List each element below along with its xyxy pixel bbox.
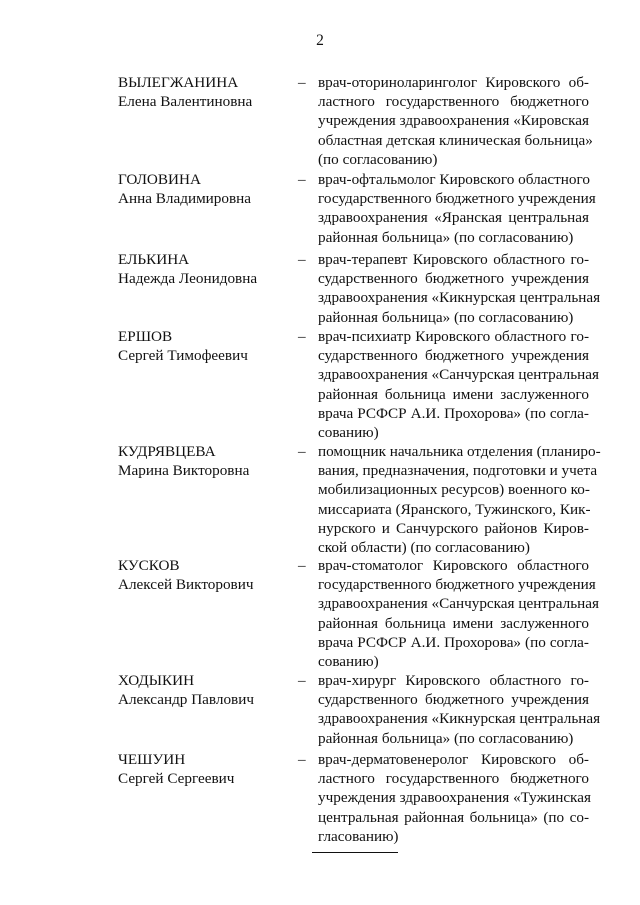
- role-line: мобилизационных ресурсов) военного ко-: [318, 481, 590, 499]
- role-line: врач-хирург Кировского областного го-: [318, 672, 589, 689]
- member-surname: КУДРЯВЦЕВА: [118, 443, 216, 460]
- member-given-names: Елена Валентиновна: [118, 93, 253, 110]
- role-line: сударственного бюджетного учреждения: [318, 347, 589, 365]
- role-line: областная детская клиническая больница»: [318, 131, 593, 149]
- page-number: 2: [316, 32, 324, 49]
- end-of-list-rule: [312, 852, 398, 853]
- role-line: районная больница» (по согласованию): [318, 228, 574, 246]
- member-role: [318, 170, 596, 247]
- role-line: врач-стоматолог Кировского областного: [318, 557, 589, 574]
- role-line: сованию): [318, 652, 379, 670]
- role-line: районная больница» (по согласованию): [318, 308, 574, 326]
- separator-dash: –: [298, 251, 306, 268]
- member-role: [318, 327, 599, 442]
- member-given-names: Сергей Тимофеевич: [118, 347, 248, 364]
- role-line: ской области) (по согласованию): [318, 538, 530, 556]
- member-name: [118, 750, 288, 788]
- role-line: здравоохранения «Яранская центральная: [318, 209, 589, 227]
- member-surname: ЕЛЬКИНА: [118, 251, 190, 268]
- role-line: районная больница имени заслуженного: [318, 614, 589, 632]
- member-role: [318, 750, 589, 846]
- separator-dash: –: [298, 751, 306, 768]
- role-line: районная больница» (по согласованию): [318, 729, 574, 747]
- member-surname: ЕРШОВ: [118, 328, 173, 345]
- member-role: [318, 73, 593, 169]
- role-line: ластного государственного бюджетного: [318, 770, 589, 788]
- member-name: [118, 73, 288, 111]
- role-line: здравоохранения «Санчурская центральная: [318, 366, 599, 384]
- role-line: врач-оториноларинголог Кировского об-: [318, 74, 589, 91]
- role-line: вания, предназначения, подготовки и учета: [318, 462, 598, 480]
- member-given-names: Алексей Викторович: [118, 576, 254, 593]
- separator-dash: –: [298, 672, 306, 689]
- member-name: [118, 250, 288, 288]
- role-line: миссариата (Яранского, Тужинского, Кик-: [318, 500, 591, 518]
- role-line: учреждения здравоохранения «Кировская: [318, 112, 589, 130]
- separator-dash: –: [298, 443, 306, 460]
- role-line: нурского и Санчурского районов Киров-: [318, 519, 589, 537]
- member-surname: ХОДЫКИН: [118, 672, 195, 689]
- role-line: государственного бюджетного учреждения: [318, 190, 596, 208]
- separator-dash: –: [298, 557, 306, 574]
- role-line: врача РСФСР А.И. Прохорова» (по согла-: [318, 404, 589, 422]
- separator-dash: –: [298, 74, 306, 91]
- role-line: врач-дерматовенеролог Кировского об-: [318, 751, 589, 768]
- member-surname: ВЫЛЕГЖАНИНА: [118, 74, 239, 91]
- member-given-names: Надежда Леонидовна: [118, 270, 258, 287]
- role-line: врач-терапевт Кировского областного го-: [318, 251, 589, 268]
- role-line: здравоохранения «Санчурская центральная: [318, 595, 599, 613]
- member-role: [318, 250, 601, 327]
- member-given-names: Сергей Сергеевич: [118, 770, 235, 787]
- role-line: врача РСФСР А.И. Прохорова» (по согла-: [318, 633, 589, 651]
- role-line: районная больница имени заслуженного: [318, 385, 589, 403]
- role-line: гласованию): [318, 827, 399, 845]
- member-given-names: Анна Владимировна: [118, 190, 252, 207]
- role-line: государственного бюджетного учреждения: [318, 576, 596, 594]
- member-role: [318, 556, 599, 671]
- role-line: здравоохранения «Кикнурская центральная: [318, 710, 601, 728]
- role-line: ластного государственного бюджетного: [318, 93, 589, 111]
- role-line: учреждения здравоохранения «Тужинская: [318, 789, 591, 807]
- member-name: [118, 442, 288, 480]
- member-name: [118, 671, 288, 709]
- role-line: здравоохранения «Кикнурская центральная: [318, 289, 601, 307]
- member-role: [318, 442, 601, 557]
- separator-dash: –: [298, 328, 306, 345]
- role-line: сударственного бюджетного учреждения: [318, 270, 589, 288]
- role-line: помощник начальника отделения (планиро-: [318, 443, 601, 460]
- role-line: (по согласованию): [318, 150, 438, 168]
- role-line: врач-психиатр Кировского областного го-: [318, 328, 589, 345]
- role-line: сованию): [318, 423, 379, 441]
- member-given-names: Марина Викторовна: [118, 462, 250, 479]
- member-role: [318, 671, 601, 748]
- role-line: центральная районная больница» (по со-: [318, 808, 589, 826]
- member-name: [118, 327, 288, 365]
- member-surname: ГОЛОВИНА: [118, 171, 201, 188]
- role-line: врач-офтальмолог Кировского областного: [318, 171, 590, 188]
- separator-dash: –: [298, 171, 306, 188]
- member-given-names: Александр Павлович: [118, 691, 254, 708]
- member-surname: КУСКОВ: [118, 557, 180, 574]
- member-name: [118, 170, 288, 208]
- member-surname: ЧЕШУИН: [118, 751, 186, 768]
- member-name: [118, 556, 288, 594]
- role-line: сударственного бюджетного учреждения: [318, 691, 589, 709]
